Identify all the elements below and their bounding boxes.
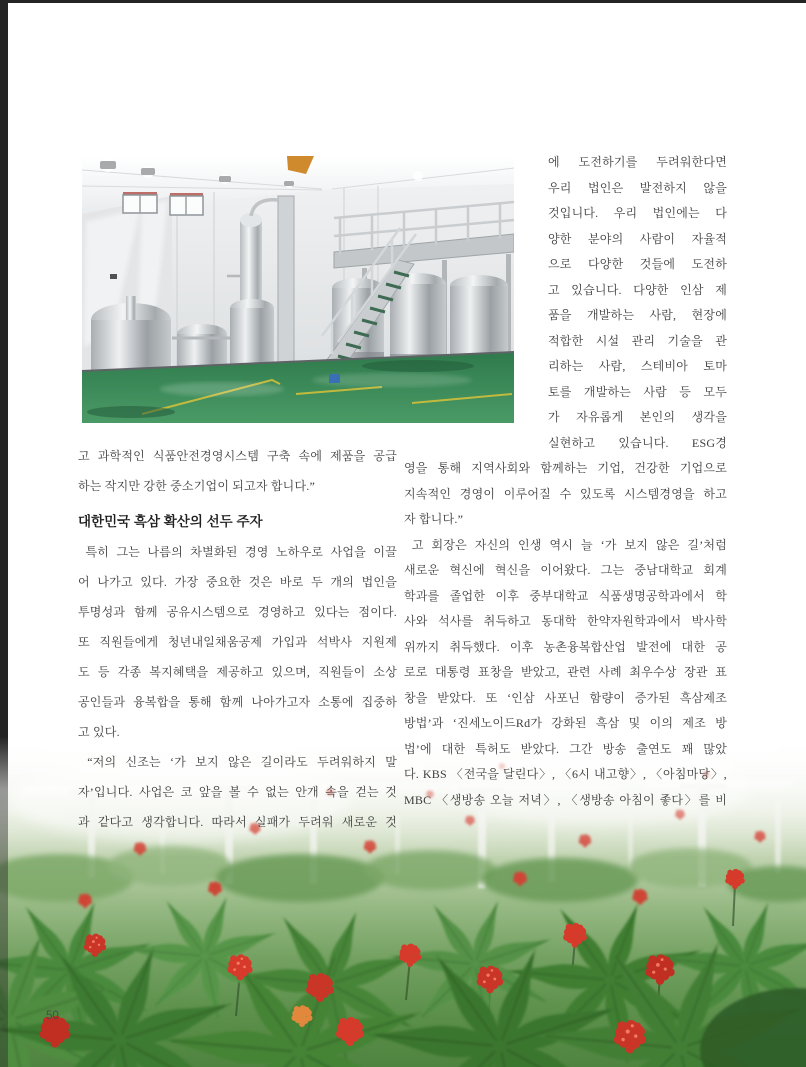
- text-line: 우리 법인은 발전하지 않을: [548, 180, 727, 195]
- text-line: 로로 대통령 표창을 받았고, 관련 사례 최우수상 장관 표: [404, 665, 727, 679]
- text-line: 다. KBS 〈전국을 달린다〉, 〈6시 내고향〉, 〈아침마당〉,: [404, 767, 727, 781]
- top-rule: [0, 0, 806, 3]
- text-line: 과 같다고 생각합니다. 따라서 실패가 두려워 새로운 것: [78, 815, 397, 829]
- left-edge-bar: [0, 0, 8, 1067]
- text-line: 새로운 혁신에 혁신을 이어왔다. 그는 중남대학교 회계: [404, 563, 727, 577]
- text-line: 창을 받았다. 또 ‘인삼 사포닌 함량이 증가된 흑삼제조: [404, 690, 727, 705]
- text-line: 투명성과 함께 공유시스템으로 경영하고 있다는 점이다.: [78, 605, 397, 619]
- text-line: MBC 〈생방송 오늘 저녁〉, 〈생방송 아침이 좋다〉를 비: [404, 792, 727, 807]
- right-text-column-narrow: [548, 150, 727, 456]
- text-line: 고 있습니다. 다양한 인삼 제: [548, 282, 727, 297]
- section-heading: 대한민국 흑삼 확산의 선두 주자: [78, 514, 263, 529]
- text-line: 가 자유롭게 본인의 생각을: [548, 410, 727, 424]
- wall-outlet: [110, 274, 117, 279]
- text-line: 자 합니다.”: [404, 512, 464, 526]
- text-line: 지속적인 경영이 이루어질 수 있도록 시스템경영을 하고: [404, 486, 727, 501]
- factory-photo: [82, 156, 514, 423]
- paragraph: [404, 456, 727, 533]
- text-line: 학과를 졸업한 이후 중부대학교 식품생명공학과에서 학: [404, 588, 727, 603]
- text-line: 방법’과 ‘진세노이드Rd가 강화된 흑삼 및 이의 제조 방: [404, 716, 727, 730]
- text-line: 공인들과 융복합을 통해 함께 나아가고자 소통에 집중하: [78, 695, 397, 709]
- text-line: 자’입니다. 사업은 코 앞을 볼 수 없는 안개 속을 걷는 것: [78, 785, 397, 799]
- pillar: [278, 196, 294, 368]
- text-line: 으로 다양한 것들에 도전하: [548, 257, 727, 271]
- text-line: 품을 개발하는 사람, 현장에: [548, 308, 727, 322]
- text-line: 고 회장은 자신의 인생 역시 늘 ‘가 보지 않은 길’처럼: [404, 537, 727, 552]
- left-text-column: [78, 441, 397, 837]
- text-line: 적합한 시설 관리 기술을 관: [548, 333, 727, 348]
- text-line: 영을 통해 지역사회와 함께하는 기업, 건강한 기업으로: [404, 461, 727, 475]
- text-line: 토를 개발하는 사람 등 모두: [548, 384, 727, 399]
- text-line: 또 직원들에게 청년내일채움공제 가입과 석박사 지원제: [78, 635, 397, 649]
- blue-pump: [329, 374, 340, 383]
- page-number: 50: [46, 1010, 59, 1022]
- text-line: 어 나가고 있다. 가장 중요한 것은 바로 두 개의 법인을: [78, 575, 397, 589]
- text-line: 양한 분야의 사람이 자율적: [548, 231, 727, 246]
- text-line: 하는 작지만 강한 중소기업이 되고자 합니다.”: [78, 479, 315, 493]
- paragraph: [78, 537, 397, 747]
- paragraph: [78, 747, 397, 837]
- text-line: 법’에 대한 특허도 받았다. 그간 방송 출연도 꽤 많았: [404, 741, 727, 756]
- right-text-column-wide: [404, 456, 727, 813]
- text-line: 사와 석사를 취득하고 동대학 한약자원학과에서 박사학: [404, 614, 727, 628]
- text-line: 고 있다.: [78, 725, 120, 739]
- text-line: 리하는 사람, 스테비아 토마: [548, 359, 727, 373]
- text-line: 에 도전하기를 두려워한다면: [548, 155, 727, 169]
- text-line: 도 등 각종 복지혜택을 제공하고 있으며, 직원들이 소상: [78, 665, 397, 679]
- text-line: 위까지 취득했다. 이후 농촌융복합산업 발전에 대한 공: [404, 639, 727, 654]
- paragraph: [404, 533, 727, 814]
- text-line: 특히 그는 나름의 차별화된 경영 노하우로 사업을 이끌: [78, 545, 398, 559]
- text-line: “저의 신조는 ‘가 보지 않은 길이라도 두려워하지 말: [78, 755, 398, 769]
- text-line: 것입니다. 우리 법인에는 다: [548, 206, 727, 220]
- paragraph: [78, 441, 397, 501]
- factory-photo-illustration: [82, 156, 514, 423]
- text-line: 실현하고 있습니다. ESG경: [548, 435, 727, 450]
- text-line: 고 과학적인 식품안전경영시스템 구축 속에 제품을 공급: [78, 449, 397, 463]
